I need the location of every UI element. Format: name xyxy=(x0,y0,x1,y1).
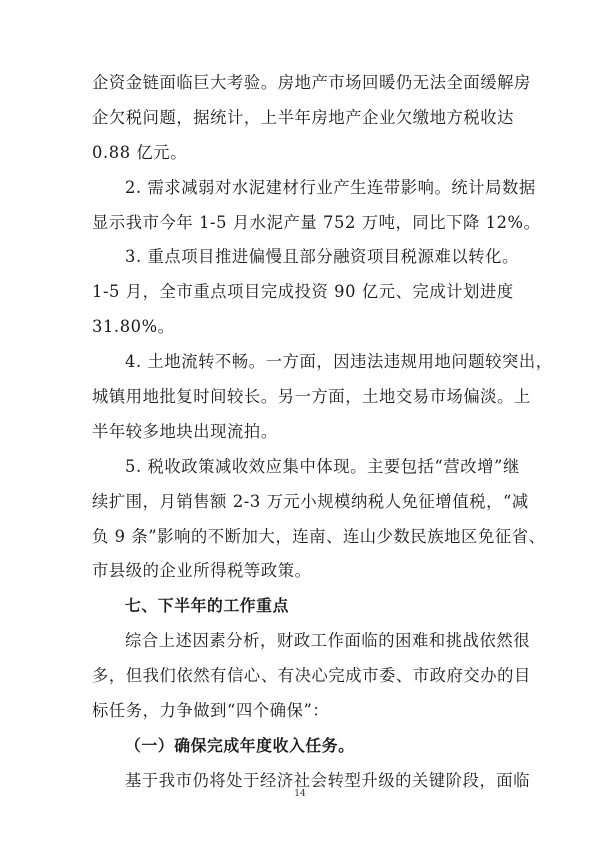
text-line: 续扩围，月销售额 2-3 万元小规模纳税人免征增值税，“减 xyxy=(92,491,529,511)
text-line: 半年较多地块出现流拍。 xyxy=(92,421,278,441)
text-line: 1-5 月，全市重点项目完成投资 90 亿元、完成计划进度 xyxy=(92,282,514,302)
text-line: 31.80%。 xyxy=(92,317,175,337)
section-heading: 七、下半年的工作重点 xyxy=(125,596,289,616)
body-text xyxy=(92,66,553,799)
text-line: 负 9 条”影响的不断加大，连南、连山少数民族地区免征省、 xyxy=(92,526,546,546)
subsection-heading: （一）确保完成年度收入任务。 xyxy=(125,735,355,755)
paragraph-start: 5. 税收政策减收效应集中体现。主要包括“营改增”继 xyxy=(125,456,520,476)
page-number: 14 xyxy=(294,789,306,799)
text-line: 企欠税问题，据统计，上半年房地产企业欠缴地方税收达 xyxy=(92,107,515,127)
paragraph-start: 3. 重点项目推进偏慢且部分融资项目税源难以转化。 xyxy=(125,247,519,267)
paragraph-start: 4. 土地流转不畅。一方面，因违法违规用地问题较突出， xyxy=(125,352,553,372)
text-line: 显示我市今年 1-5 月水泥产量 752 万吨，同比下降 12%。 xyxy=(92,212,541,232)
text-line: 企资金链面临巨大考验。房地产市场回暖仍无法全面缓解房 xyxy=(92,73,531,92)
text-line: 标任务，力争做到“四个确保”： xyxy=(92,701,330,721)
paragraph-start: 基于我市仍将处于经济社会转型升级的关键阶段，面临 xyxy=(125,770,531,790)
paragraph-start: 综合上述因素分析，财政工作面临的困难和挑战依然很 xyxy=(125,631,531,651)
paragraph-start: 2. 需求减弱对水泥建材行业产生连带影响。统计局数据 xyxy=(125,177,536,197)
text-line: 0.88 亿元。 xyxy=(92,142,188,162)
text-line: 多，但我们依然有信心、有决心完成市委、市政府交办的目 xyxy=(92,666,531,686)
text-line: 市县级的企业所得税等政策。 xyxy=(92,561,312,581)
text-line: 城镇用地批复时间较长。另一方面，土地交易市场偏淡。上 xyxy=(92,387,531,407)
